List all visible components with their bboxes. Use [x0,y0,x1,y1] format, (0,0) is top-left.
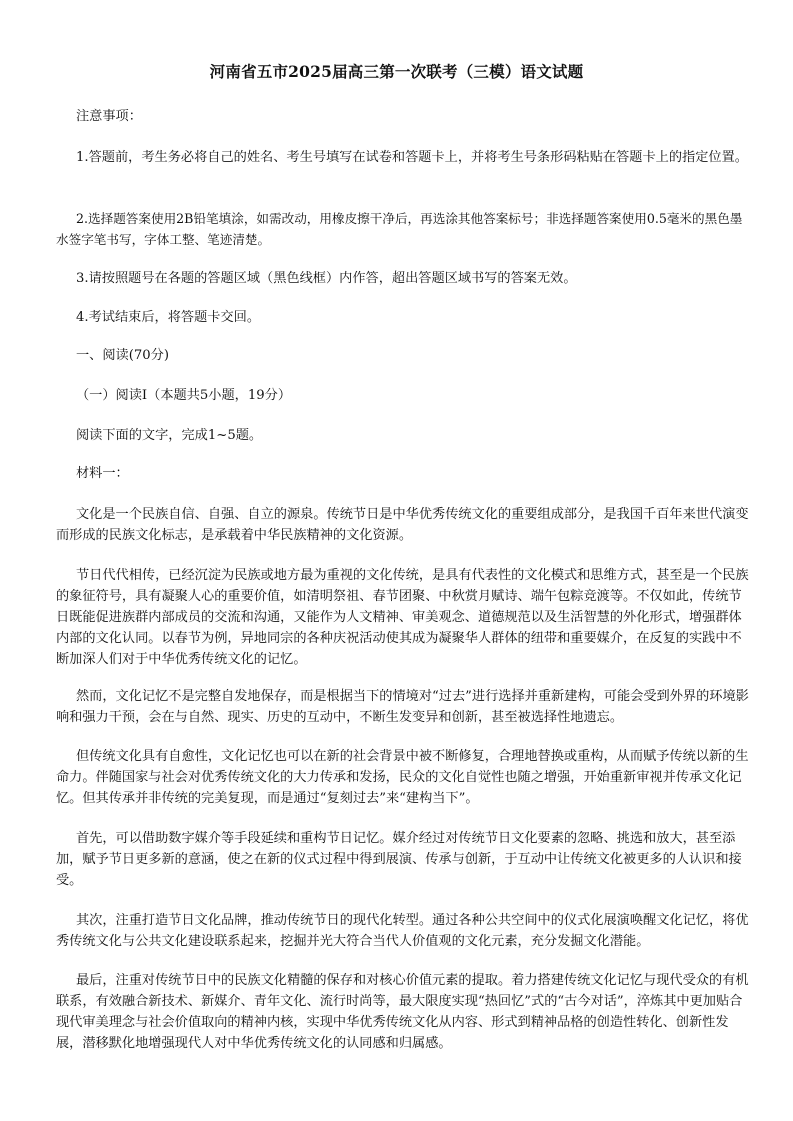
paragraph-1: 文化是一个民族自信、自强、自立的源泉。传统节日是中华优秀传统文化的重要组成部分，是我国千百年来世代演变而形成的民族文化标志，是承载着中华民族精神的文化资源。 [56,507,749,543]
subsection-heading: （一）阅读Ⅰ（本题共5小题，19分） [76,388,292,403]
notice-heading: 注意事项： [76,109,142,124]
notice-item-2: 2.选择题答案使用2B铅笔填涂，如需改动，用橡皮擦干净后，再选涂其他答案标号；非选择题答案使用0.5毫米的黑色墨水签字笔书写，字体工整、笔迹清楚。 [56,211,743,247]
notice-item-4: 4.考试结束后，将答题卡交回。 [76,310,261,325]
paragraph-6: 其次，注重打造节日文化品牌，推动传统节日的现代化转型。通过各种公共空间中的仪式化展演唤醒文化记忆，将优秀传统文化与公共文化建设联系起来，挖掘并光大符合当代人价值观的文化元素，充分发掘文化潜能。 [56,913,749,949]
notice-item-3: 3.请按照题号在各题的答题区域（黑色线框）内作答，超出答题区域书写的答案无效。 [76,271,577,286]
paragraph-5: 首先，可以借助数字媒介等手段延续和重构节日记忆。媒介经过对传统节日文化要素的忽略、挑选和放大，甚至添加，赋予节日更多新的意涵，使之在新的仪式过程中得到展演、传承与创新，于互动中让传统文化被更多的人认识和接受。 [56,831,742,888]
paragraph-2: 节日代代相传，已经沉淀为民族或地方最为重视的文化传统，是具有代表性的文化模式和思维方式，甚至是一个民族的象征符号，具有凝聚人心的重要价值，如清明祭祖、春节团聚、中秋赏月赋诗、端午包粽竞渡等。不仅如此，传统节日既能促进族群内部成员的交流和沟通，又能作为人文精神、审美观念、道德规范以及生活智慧的外化形式，增强群体内部的文化认同。以春节为例，异地同宗的各种庆祝活动使其成为凝聚华人群体的纽带和重要媒介，在反复的实践中不断加深人们对于中华优秀传统文化的记忆。 [56,568,749,667]
paragraph-3: 然而，文化记忆不是完整自发地保存，而是根据当下的情境对“过去”进行选择并重新建构，可能会受到外界的环境影响和强力干预，会在与自然、现实、历史的互动中，不断生发变异和创新，甚至被选择性地遗忘。 [56,689,749,725]
page-title: 河南省五市2025届高三第一次联考（三模）语文试题 [209,62,584,81]
material-label: 材料一： [76,466,129,481]
section-heading: 一、阅读(70分) [76,348,170,363]
reading-instruction: 阅读下面的文字，完成1~5题。 [76,428,263,443]
paragraph-4: 但传统文化具有自愈性，文化记忆也可以在新的社会背景中被不断修复，合理地替换或重构，从而赋予传统以新的生命力。伴随国家与社会对优秀传统文化的大力传承和发扬，民众的文化自觉性也随之增强，开始重新审视并传承文化记忆。但其传承并非传统的完美复现，而是通过“复刻过去”来“建构当下”。 [56,749,749,806]
paragraph-7: 最后，注重对传统节日中的民族文化精髓的保存和对核心价值元素的提取。着力搭建传统文化记忆与现代受众的有机联系，有效融合新技术、新媒介、青年文化、流行时尚等，最大限度实现“热回忆”式的“古今对话”，淬炼其中更加贴合现代审美理念与社会价值取向的精神内核，实现中华优秀传统文化从内容、形式到精神品格的创造性转化、创新性发展，潜移默化地增强现代人对中华优秀传统文化的认同感和归属感。 [56,973,749,1051]
notice-item-1: 1.答题前，考生务必将自己的姓名、考生号填写在试卷和答题卡上，并将考生号条形码粘贴在答题卡上的指定位置。 [76,150,748,165]
